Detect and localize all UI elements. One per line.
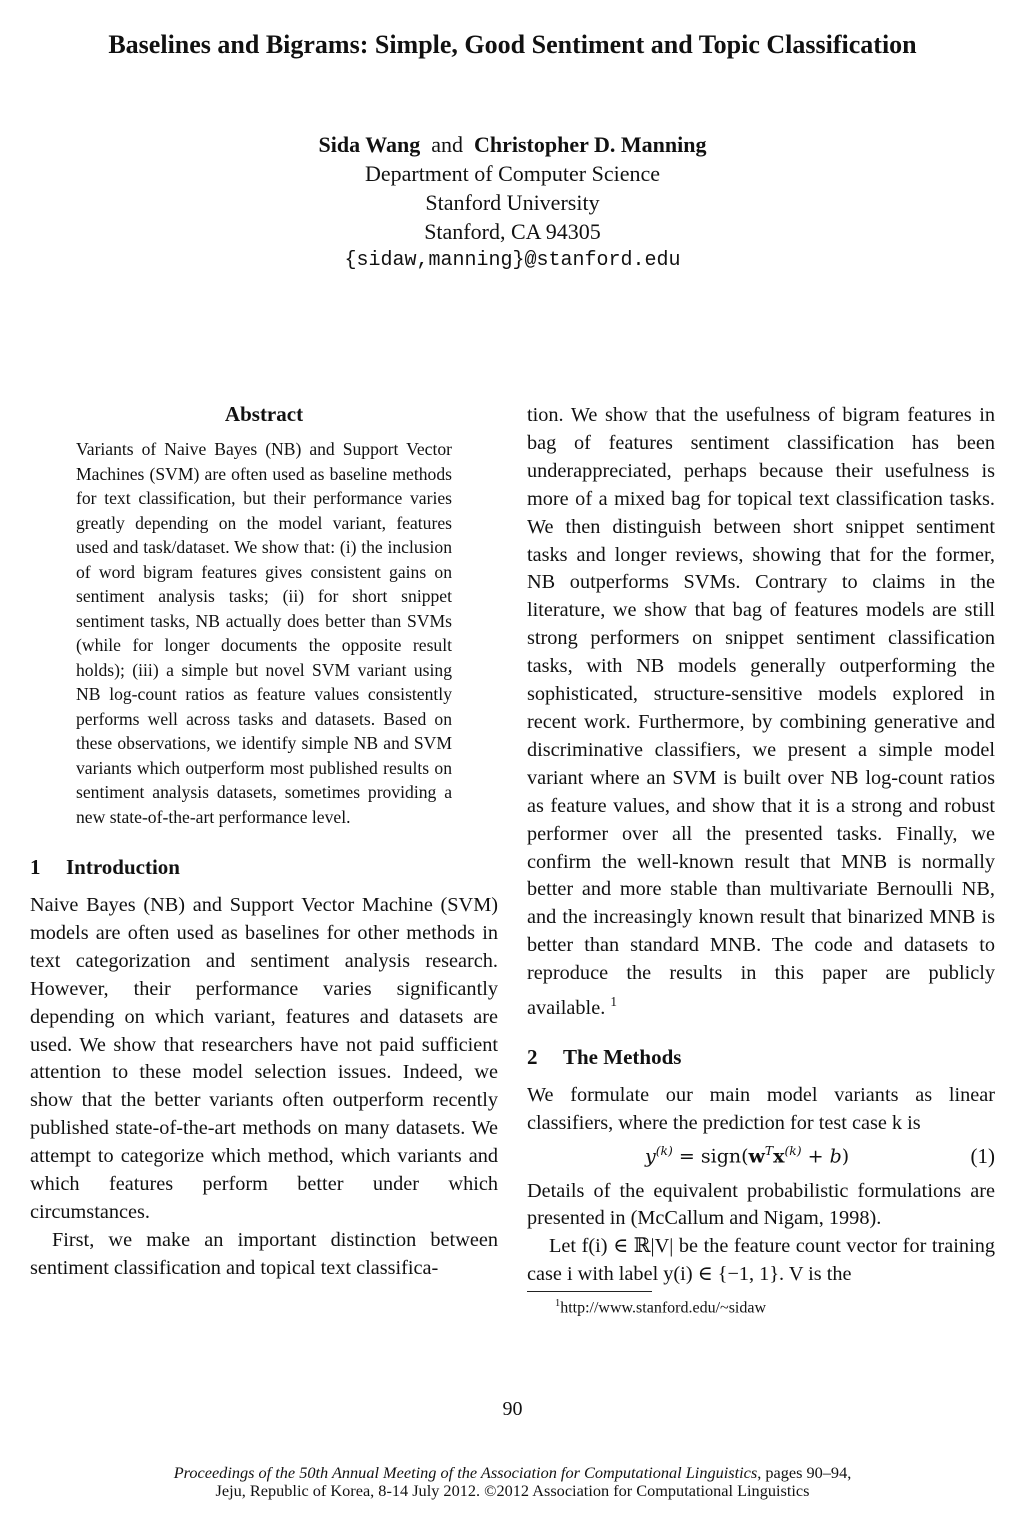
paper-title: Baselines and Bigrams: Simple, Good Sentiment and Topic Classification [108,30,917,59]
page-number: 90 [502,1398,523,1420]
methods-paragraph-2: Details of the equivalent probabilistic formulations are presented in (McCallum and Nigam, 1998). [527,1179,995,1230]
section-1-number: 1 [30,855,41,879]
methods-paragraph-1: We formulate our main model variants as linear classifiers, where the prediction for test case k is [527,1083,995,1134]
proceedings-line-1 [0,1464,1025,1482]
equation-number: (1) [970,1143,995,1168]
right-column [527,402,995,1317]
proceedings-line-2: Jeju, Republic of Korea, 8-14 July 2012. ©2012 Association for Computational Linguistics [215,1481,810,1500]
author-block [0,130,1025,275]
footnote-url: http://www.stanford.edu/~sidaw [560,1299,767,1317]
footnote-mark: 1 [610,994,617,1010]
proceedings-footer [0,1464,1025,1500]
intro-paragraph-2-continued [527,402,995,1023]
intro-paragraph-1: Naive Bayes (NB) and Support Vector Machine (SVM) models are often used as baselines for other methods in text categorization and sentiment analysis research. However, their performance varies significantly depending on which variant, features and datasets are used. We show that researchers have not paid sufficient attention to these model selection issues. Indeed, we show that the better variants often outperform recently published state-of-the-art methods on many datasets. We attempt to categorize which method, which variants and which features perform better under which circumstances. [30,894,498,1223]
equation-expression: $y^{(k)}$ = $sign(w^Tx^{(k)} + b)$ [645,1143,850,1167]
footnote-rule [527,1291,652,1292]
author-1: Sida Wang [318,132,421,157]
proceedings-pages: , pages 90–94, [757,1463,852,1482]
department: Department of Computer Science [364,161,661,186]
footnote-number: 1 [555,1298,561,1310]
equation-1 [527,1142,995,1172]
email: {sidaw,manning}@stanford.edu [344,249,681,272]
author-names [0,130,1025,159]
left-column [30,402,498,1283]
location: Stanford, CA 94305 [424,219,601,244]
intro-paragraph-2-text: tion. We show that the usefulness of bigram features in bag of features sentiment classification has been underappreciated, perhaps because their usefulness is more of a mixed bag for topical text classification tasks. We then distinguish between short snippet sentiment tasks and longer reviews, showing that for the former, NB outperforms SVMs. Contrary to claims in the literature, we show that bag of features models are still strong performers on snippet sentiment classification tasks, with NB models generally outperforming the sophisticated, structure-sensitive models explored in recent work. Furthermore, by combining generative and discriminative classifiers, we present a simple model variant where an SVM is built over NB log-count ratios as feature values, and show that it is a strong and robust performer over all the presented tasks. Finally, we confirm the well-known result that MNB is normally better and more stable than multivariate Bernoulli NB, and the increasingly known result that binarized MNB is better than standard MNB. The code and datasets to reproduce the results in this paper are publicly available. [527,404,995,1019]
abstract-heading: Abstract [224,402,304,426]
section-2-heading [527,1045,995,1070]
section-2-title: The Methods [563,1044,682,1069]
methods-paragraph-3: Let f(i) ∈ ℝ|V| be the feature count vector for training case i with label y(i) ∈ {−1, 1}. V is the [527,1235,995,1286]
intro-paragraph-2-start: First, we make an important distinction between sentiment classification and topical text classifica- [30,1228,498,1279]
section-1-heading [30,855,498,880]
footnote [527,1298,995,1317]
section-2-number: 2 [527,1044,538,1069]
author-2: Christopher D. Manning [474,132,707,157]
author-conjunction: and [431,132,463,157]
abstract-text: Variants of Naive Bayes (NB) and Support Vector Machines (SVM) are often used as baseline methods for text classification, but their performance varies greatly depending on the model variant, features used and task/dataset. We show that: (i) the inclusion of word bigram features gives consistent gains on sentiment analysis tasks; (ii) for short snippet sentiment tasks, NB actually does better than SVMs (while for longer documents the opposite result holds); (iii) a simple but novel SVM variant using NB log-count ratios as feature values consistently performs well across tasks and datasets. Based on these observations, we identify simple NB and SVM variants which outperform most published results on sentiment analysis datasets, sometimes providing a new state-of-the-art performance level. [76,439,452,827]
proceedings-venue: Proceedings of the 50th Annual Meeting of the Association for Computational Linguistics [173,1463,758,1482]
section-1-title: Introduction [66,855,180,879]
university: Stanford University [425,190,600,215]
